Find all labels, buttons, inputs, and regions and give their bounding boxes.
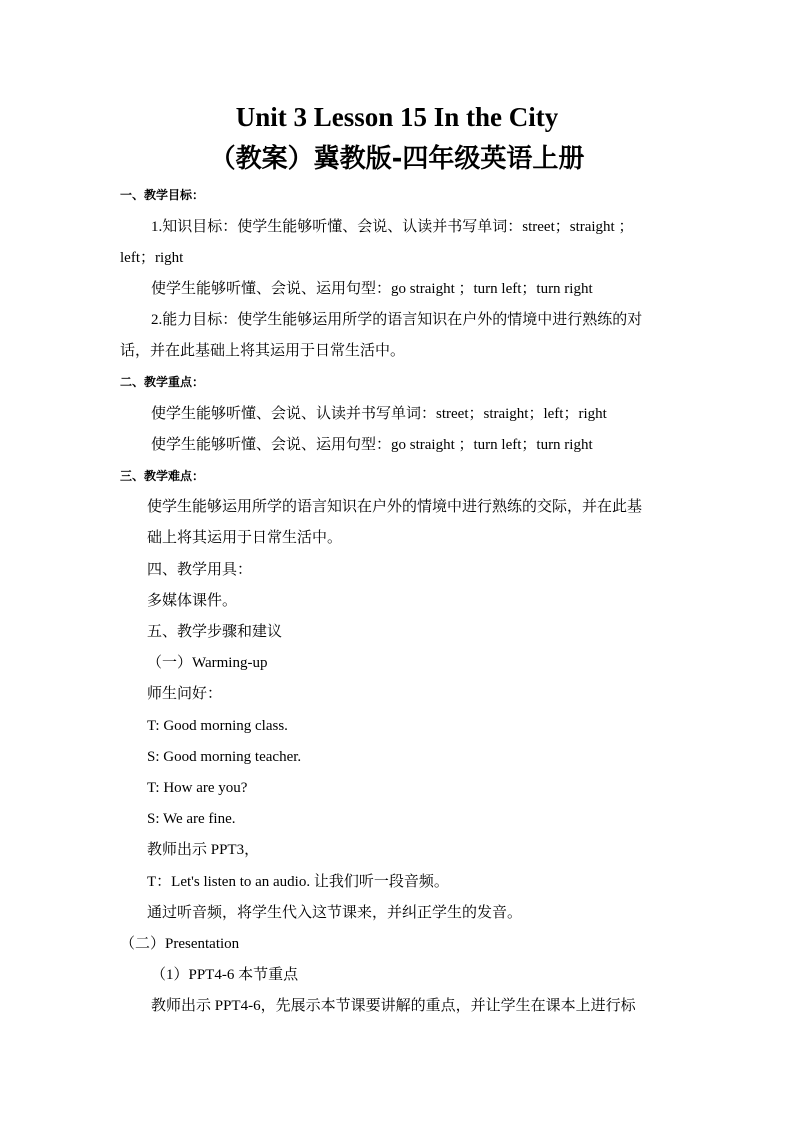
dialogue-line: T：Let's listen to an audio. 让我们听一段音频。 bbox=[147, 874, 449, 890]
document-title-english: Unit 3 Lesson 15 In the City bbox=[235, 102, 559, 132]
paragraph-line: 1.知识目标：使学生能够听懂、会说、认读并书写单词：street；straight ； bbox=[151, 219, 634, 235]
paragraph-line: 础上将其运用于日常生活中。 bbox=[147, 530, 343, 546]
paragraph-line: 使学生能够听懂、会说、认读并书写单词：street；straight；left；right bbox=[151, 406, 607, 422]
dialogue-line: S: We are fine. bbox=[147, 811, 236, 827]
paragraph-line: 师生问好： bbox=[147, 686, 223, 702]
dialogue-line: T: How are you? bbox=[147, 780, 248, 796]
paragraph-line: 使学生能够运用所学的语言知识在户外的情境中进行熟练的交际，并在此基 bbox=[147, 499, 643, 515]
paragraph-line: 使学生能够听懂、会说、运用句型：go straight ；turn left；turn right bbox=[151, 437, 593, 453]
paragraph-line: 话，并在此基础上将其运用于日常生活中。 bbox=[120, 343, 406, 359]
section-heading-tools: 四、教学用具： bbox=[147, 562, 253, 578]
document-title-chinese: （教案）冀教版-四年级英语上册 bbox=[209, 144, 585, 174]
section-heading-difficulties: 三、教学难点： bbox=[120, 469, 205, 483]
dialogue-line: T: Good morning class. bbox=[147, 718, 288, 734]
subsection-heading-presentation: （二）Presentation bbox=[120, 936, 240, 952]
paragraph-line: 教师出示 PPT3， bbox=[147, 842, 260, 858]
dialogue-line: S: Good morning teacher. bbox=[147, 749, 302, 765]
section-heading-steps: 五、教学步骤和建议 bbox=[147, 624, 283, 640]
paragraph-line: 通过听音频，将学生代入这节课来，并纠正学生的发音。 bbox=[147, 905, 523, 921]
section-heading-key-points: 二、教学重点： bbox=[120, 375, 205, 389]
section-heading-objectives: 一、教学目标： bbox=[120, 188, 205, 202]
paragraph-line: 使学生能够听懂、会说、运用句型：go straight ；turn left；turn right bbox=[151, 281, 593, 297]
subsection-heading-warming-up: （一）Warming-up bbox=[147, 655, 268, 671]
paragraph-line: 教师出示 PPT4-6，先展示本节课要讲解的重点，并让学生在课本上进行标 bbox=[151, 998, 636, 1014]
paragraph-line: 2.能力目标：使学生能够运用所学的语言知识在户外的情境中进行熟练的对 bbox=[151, 312, 643, 328]
paragraph-line: left；right bbox=[120, 250, 184, 266]
paragraph-line: （1）PPT4-6 本节重点 bbox=[151, 967, 299, 983]
paragraph-line: 多媒体课件。 bbox=[147, 593, 238, 609]
